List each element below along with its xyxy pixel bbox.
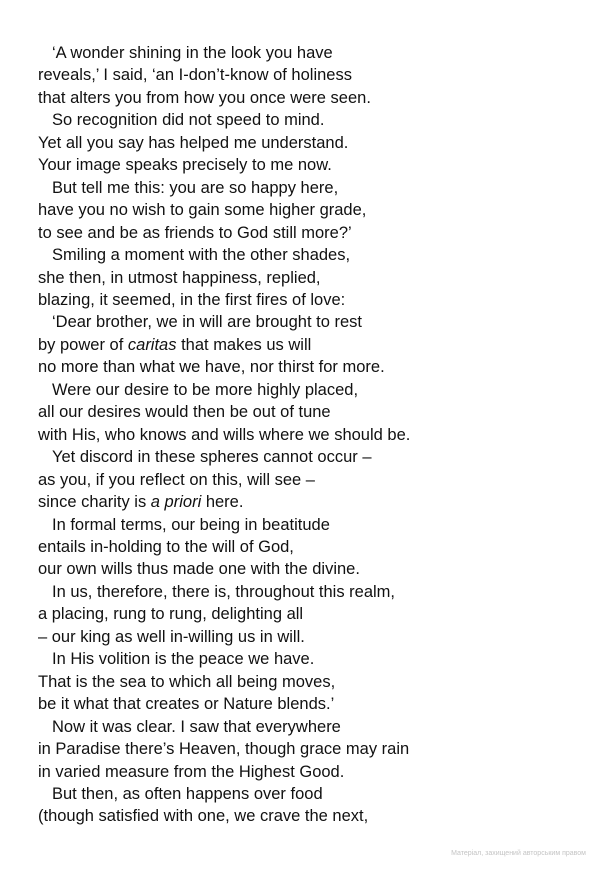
line-text: no more than what we have, nor thirst for more. (38, 358, 385, 377)
line-text: Yet discord in these spheres cannot occur – (52, 448, 372, 467)
line-text: blazing, it seemed, in the first fires of love: (38, 290, 346, 309)
poem-line (38, 716, 588, 738)
line-text: So recognition did not speed to mind. (52, 111, 325, 130)
poem-line (38, 783, 588, 805)
line-text: Were our desire to be more highly placed, (52, 380, 359, 399)
line-text: reveals,’ I said, ‘an I-don’t-know of holiness (38, 66, 352, 85)
poem-line (38, 311, 588, 333)
poem-line (38, 469, 588, 491)
poem-line (38, 379, 588, 401)
poem-line (38, 222, 588, 244)
line-text: Now it was clear. I saw that everywhere (52, 717, 341, 736)
line-text: But then, as often happens over food (52, 784, 323, 803)
line-text: she then, in utmost happiness, replied, (38, 268, 321, 287)
poem-line (38, 424, 588, 446)
poem-line (38, 648, 588, 670)
line-text: In formal terms, our being in beatitude (52, 515, 330, 534)
line-text: here. (201, 493, 244, 512)
line-text: – our king as well in-willing us in will. (38, 627, 305, 646)
poem-line (38, 626, 588, 648)
poem-line (38, 356, 588, 378)
poem-line (38, 536, 588, 558)
line-text: with His, who knows and wills where we should be. (38, 425, 411, 444)
poem-line (38, 289, 588, 311)
poem-line (38, 334, 588, 356)
poem-line (38, 671, 588, 693)
poem-line (38, 805, 588, 827)
poem-line (38, 761, 588, 783)
poem-line (38, 693, 588, 715)
poem-line (38, 64, 588, 86)
poem-line (38, 603, 588, 625)
line-text: ‘A wonder shining in the look you have (52, 44, 333, 62)
line-text: in Paradise there’s Heaven, though grace may rain (38, 740, 410, 759)
line-text: Smiling a moment with the other shades, (52, 246, 351, 265)
poem-line (38, 446, 588, 468)
poem-line (38, 267, 588, 289)
line-text: Yet all you say has helped me understand. (38, 133, 349, 152)
line-text: be it what that creates or Nature blends.’ (38, 695, 335, 714)
line-text: that makes us will (176, 335, 312, 354)
poem-line (38, 87, 588, 109)
line-text: But tell me this: you are so happy here, (52, 178, 339, 197)
poem-line (38, 491, 588, 513)
line-text: (though satisfied with one, we crave the next, (38, 807, 369, 826)
line-text: that alters you from how you once were seen. (38, 88, 371, 107)
poem-line (38, 244, 588, 266)
poem-line (38, 109, 588, 131)
line-text: That is the sea to which all being moves, (38, 672, 336, 691)
line-text: a placing, rung to rung, delighting all (38, 605, 304, 624)
line-text: our own wills thus made one with the divine. (38, 560, 360, 579)
poem-text (38, 42, 588, 828)
copyright-notice: Матеріал, захищений авторським правом (451, 850, 586, 857)
poem-line (38, 581, 588, 603)
poem-line (38, 514, 588, 536)
line-text: In us, therefore, there is, throughout this realm, (52, 582, 396, 601)
line-text: as you, if you reflect on this, will see – (38, 470, 315, 489)
poem-line (38, 132, 588, 154)
line-text: by power of (38, 335, 128, 354)
italic-term: a priori (150, 493, 202, 512)
italic-term: caritas (127, 335, 177, 354)
line-text: in varied measure from the Highest Good. (38, 762, 345, 781)
line-text: have you no wish to gain some higher grade, (38, 201, 367, 220)
line-text: In His volition is the peace we have. (52, 650, 315, 669)
line-text: entails in-holding to the will of God, (38, 537, 294, 556)
poem-line (38, 199, 588, 221)
line-text: ‘Dear brother, we in will are brought to rest (52, 313, 362, 332)
poem-line (38, 154, 588, 176)
line-text: Your image speaks precisely to me now. (38, 156, 332, 175)
poem-line (38, 738, 588, 760)
line-text: to see and be as friends to God still more?’ (38, 223, 352, 242)
poem-line (38, 558, 588, 580)
poem-line (38, 177, 588, 199)
line-text: since charity is (38, 493, 151, 512)
poem-line (38, 401, 588, 423)
line-text: all our desires would then be out of tune (38, 403, 331, 422)
poem-line (38, 42, 588, 64)
